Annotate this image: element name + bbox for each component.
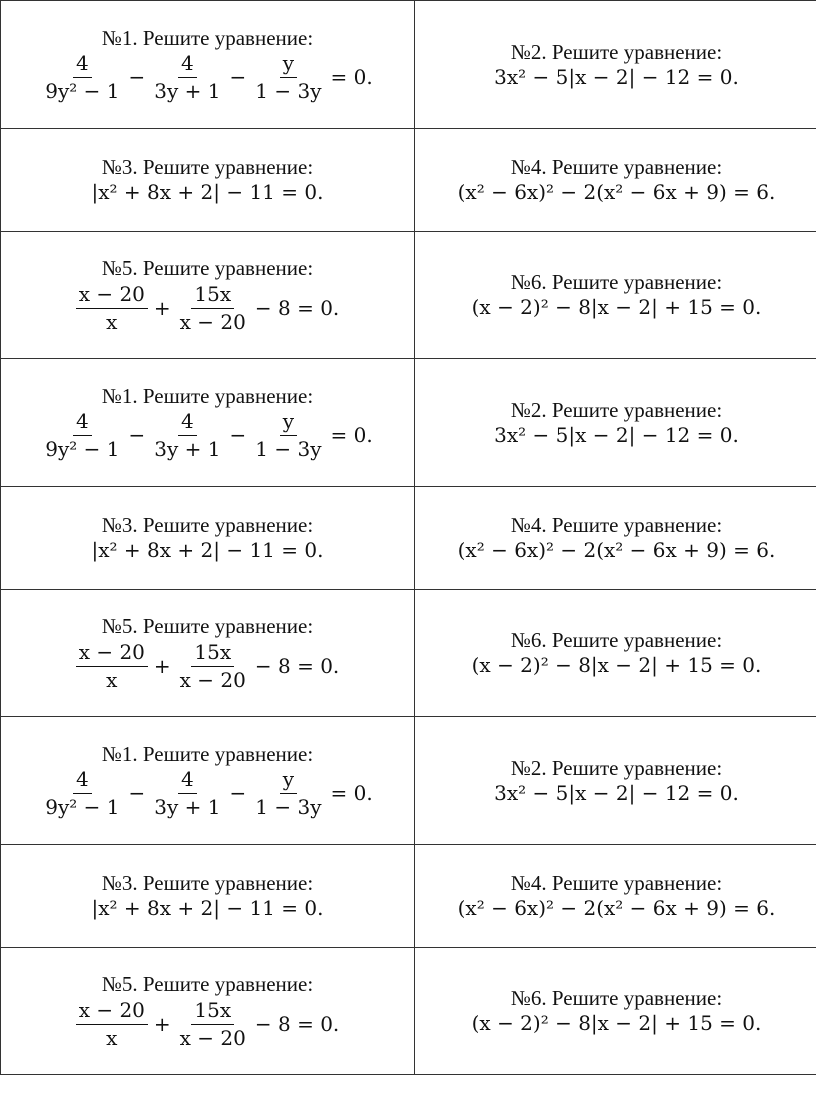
card-task-5 (1, 590, 415, 717)
task-6-equation: (x − 2)² − 8|x − 2| + 15 = 0. (471, 295, 762, 320)
fraction-numerator: 4 (73, 410, 92, 436)
task-5-title: №5. Решите уравнение: (101, 614, 314, 639)
fraction-denominator: x (106, 309, 118, 334)
task-1-title: №1. Решите уравнение: (101, 25, 314, 50)
fraction-numerator: 15x (191, 283, 234, 309)
task-1-equation: $\frac{4}{\text{9y² − 1}}$ − $\frac{4}{3y + 1}$ − $\frac{y}{1 - 3y}$ = 0. (39, 410, 375, 461)
card-task-2 (415, 1, 816, 129)
fraction-denominator: x (106, 667, 118, 692)
task-4-equation: (x² − 6x)² − 2(x² − 6x + 9) = 6. (457, 896, 776, 921)
task-5-title: №5. Решите уравнение: (101, 972, 314, 997)
equation-tail: = 0. (330, 65, 373, 90)
task-1-title: №1. Решите уравнение: (101, 741, 314, 766)
card-task-3 (1, 129, 415, 232)
fraction-denominator: 9y² − 1 (45, 437, 120, 462)
fraction-denominator: x − 20 (179, 1025, 246, 1050)
fraction-denominator: 3y + 1 (154, 79, 221, 104)
fraction-denominator: x − 20 (179, 309, 246, 334)
card-task-6 (415, 232, 816, 359)
row-8 (1, 845, 816, 948)
fraction-numerator: 15x (191, 641, 234, 667)
fraction-numerator: x − 20 (76, 999, 148, 1025)
equation-tail: = 0. (330, 423, 373, 448)
task-1-equation: $\frac{4}{\text{9y² − 1}}$ − $\frac{4}{3y + 1}$ − $\frac{y}{1 - 3y}$ = 0. (39, 52, 375, 103)
equation-tail: − 8 = 0. (254, 653, 340, 678)
fraction-numerator: 4 (73, 768, 92, 794)
equation-tail: − 8 = 0. (254, 1011, 340, 1036)
card-task-4 (415, 129, 816, 232)
task-2-equation: 3x² − 5|x − 2| − 12 = 0. (494, 422, 739, 447)
fraction-denominator: x (106, 1025, 118, 1050)
fraction-denominator: x − 20 (179, 667, 246, 692)
fraction-denominator: 1 − 3y (255, 79, 322, 104)
task-6-equation: (x − 2)² − 8|x − 2| + 15 = 0. (471, 1011, 762, 1036)
task-4-title: №4. Решите уравнение: (510, 871, 723, 896)
task-3-equation: |x² + 8x + 2| − 11 = 0. (91, 180, 324, 205)
task-1-equation: $\frac{4}{\text{9y² − 1}}$ − $\frac{4}{3y + 1}$ − $\frac{y}{1 - 3y}$ = 0. (39, 768, 375, 819)
fraction-numerator: 4 (178, 410, 197, 436)
fraction-numerator: 4 (178, 52, 197, 78)
card-task-6 (415, 948, 816, 1075)
fraction-numerator: x − 20 (76, 641, 148, 667)
fraction-denominator: 1 − 3y (255, 437, 322, 462)
row-4 (1, 359, 816, 487)
fraction-numerator: y (280, 52, 297, 78)
fraction-numerator: 4 (178, 768, 197, 794)
task-4-title: №4. Решите уравнение: (510, 513, 723, 538)
row-3 (1, 232, 816, 359)
task-4-equation: (x² − 6x)² − 2(x² − 6x + 9) = 6. (457, 538, 776, 563)
task-2-title: №2. Решите уравнение: (510, 755, 723, 780)
task-2-title: №2. Решите уравнение: (510, 39, 723, 64)
row-9 (1, 948, 816, 1075)
row-2 (1, 129, 816, 232)
task-4-title: №4. Решите уравнение: (510, 155, 723, 180)
fraction-denominator: 3y + 1 (154, 795, 221, 820)
card-task-3 (1, 487, 415, 590)
task-5-title: №5. Решите уравнение: (101, 256, 314, 281)
card-task-3 (1, 845, 415, 948)
card-task-4 (415, 487, 816, 590)
card-task-6 (415, 590, 816, 717)
card-task-1 (1, 717, 415, 845)
card-task-4 (415, 845, 816, 948)
task-2-title: №2. Решите уравнение: (510, 397, 723, 422)
fraction-numerator: 15x (191, 999, 234, 1025)
task-5-equation: $\frac{x - 20}{x}$ + $\frac{15x}{x - 20}$ − 8 = 0. (73, 641, 343, 692)
task-6-title: №6. Решите уравнение: (510, 628, 723, 653)
task-5-equation: $\frac{x - 20}{x}$ + $\frac{15x}{x - 20}$ − 8 = 0. (73, 999, 343, 1050)
task-5-equation: $\frac{x - 20}{x}$ + $\frac{15x}{x - 20}$ − 8 = 0. (73, 283, 343, 334)
fraction-numerator: 4 (73, 52, 92, 78)
card-task-5 (1, 948, 415, 1075)
task-3-equation: |x² + 8x + 2| − 11 = 0. (91, 538, 324, 563)
task-3-title: №3. Решите уравнение: (101, 513, 314, 538)
card-task-5 (1, 232, 415, 359)
row-1 (1, 1, 816, 129)
task-2-equation: 3x² − 5|x − 2| − 12 = 0. (494, 64, 739, 89)
fraction-denominator: 9y² − 1 (45, 795, 120, 820)
fraction-denominator: 9y² − 1 (45, 79, 120, 104)
fraction-denominator: 3y + 1 (154, 437, 221, 462)
task-3-title: №3. Решите уравнение: (101, 871, 314, 896)
card-task-1 (1, 1, 415, 129)
fraction-numerator: x − 20 (76, 283, 148, 309)
equation-tail: − 8 = 0. (254, 295, 340, 320)
fraction-denominator: 1 − 3y (255, 795, 322, 820)
row-7 (1, 717, 816, 845)
fraction-numerator: y (280, 410, 297, 436)
task-3-equation: |x² + 8x + 2| − 11 = 0. (91, 896, 324, 921)
row-5 (1, 487, 816, 590)
task-2-equation: 3x² − 5|x − 2| − 12 = 0. (494, 780, 739, 805)
equation-tail: = 0. (330, 781, 373, 806)
row-6 (1, 590, 816, 717)
task-3-title: №3. Решите уравнение: (101, 155, 314, 180)
task-6-title: №6. Решите уравнение: (510, 986, 723, 1011)
card-task-1 (1, 359, 415, 487)
task-4-equation: (x² − 6x)² − 2(x² − 6x + 9) = 6. (457, 180, 776, 205)
card-task-2 (415, 359, 816, 487)
fraction-numerator: y (280, 768, 297, 794)
card-task-2 (415, 717, 816, 845)
task-6-equation: (x − 2)² − 8|x − 2| + 15 = 0. (471, 653, 762, 678)
task-1-title: №1. Решите уравнение: (101, 383, 314, 408)
task-6-title: №6. Решите уравнение: (510, 270, 723, 295)
